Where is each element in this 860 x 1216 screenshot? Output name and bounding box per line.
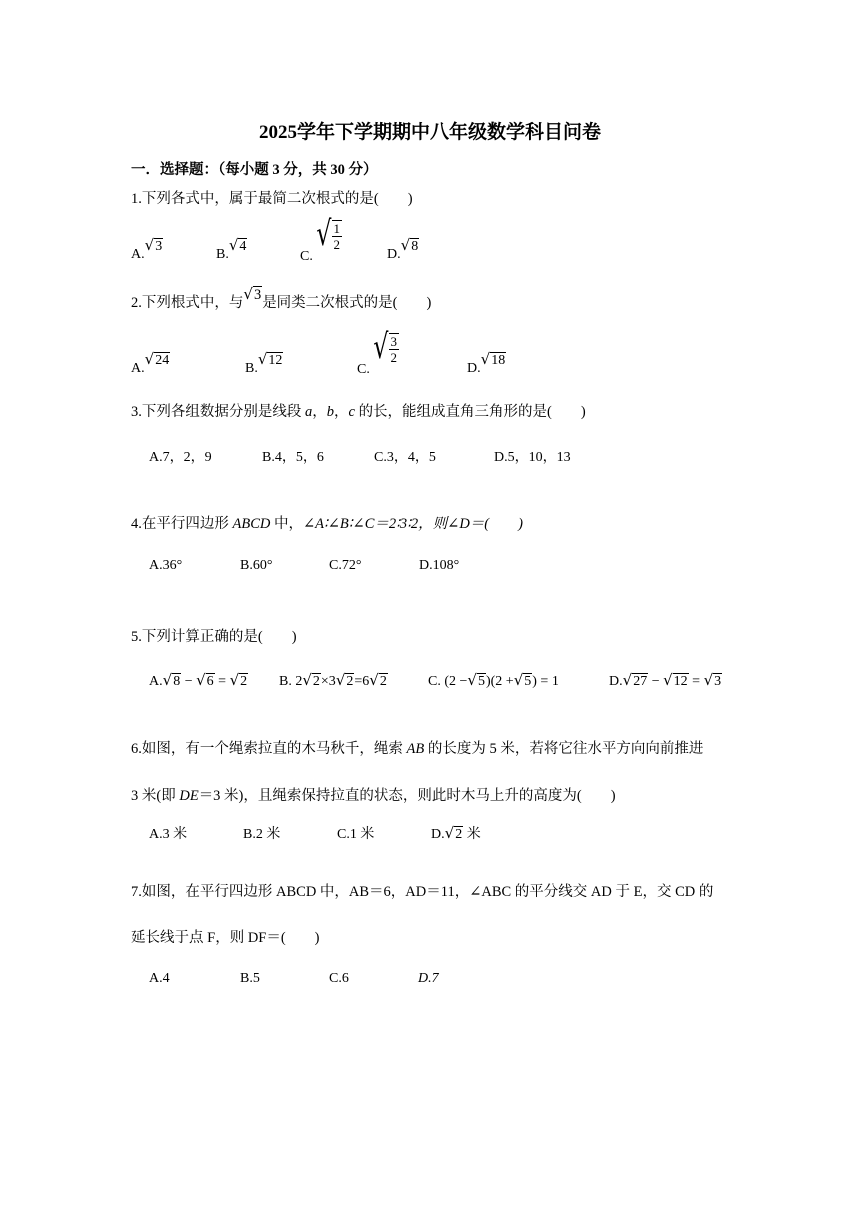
q5-option-b: B. 2√2×3√2=6√2 — [279, 671, 387, 689]
q1-option-b — [216, 236, 247, 263]
q7-line2: 延长线于点 F，则 DF＝( ) — [131, 930, 320, 946]
q3-option-b: B.4，5，6 — [262, 450, 324, 465]
q1-d-radical: √8 — [400, 236, 419, 254]
q2-stem-radical: √3 — [243, 285, 262, 303]
q4-stem: 4.在平行四边形 ABCD 中，∠A∶∠B∶∠C＝2∶3∶2，则∠D＝( ) — [131, 516, 523, 532]
q1-c-label: C. — [300, 248, 313, 264]
q6-line2: 3 米(即 DE＝3 米)，且绳索保持拉直的状态，则此时木马上升的高度为( ) — [131, 788, 616, 804]
q7-option-d: D.7 — [418, 971, 439, 986]
q5-option-d: D.√27 − √12 = √3 — [609, 671, 722, 689]
q2-stem: 2.下列根式中，与√3是同类二次根式的是( ) — [131, 285, 432, 311]
q2-option-d: D.√18 — [467, 350, 506, 376]
q1-b-radical: √4 — [228, 236, 247, 254]
q2-option-b: B.√12 — [245, 350, 283, 376]
q1-c-radical: √ $\frac{1}{2}$ — [316, 214, 341, 254]
q3-option-d: D.5，10，13 — [494, 450, 571, 465]
q1-d-label: D. — [387, 247, 401, 262]
q5-option-a: A.√8 − √6 = √2 — [149, 671, 248, 689]
q6-option-d: D.√2 米 — [431, 824, 481, 842]
q2-a-radical: √24 — [144, 350, 170, 368]
q6-option-b: B.2 米 — [243, 827, 281, 842]
section-heading: 一．选择题：（每小题 3 分，共 30 分） — [131, 162, 378, 178]
q4-option-d: D.108° — [419, 558, 460, 573]
q5-option-c: C. (2 −√5)(2 +√5) = 1 — [428, 671, 559, 689]
q4-option-c: C.72° — [329, 558, 362, 573]
q1-option-d — [387, 236, 419, 263]
q1-stem: 1.下列各式中，属于最简二次根式的是( ) — [131, 191, 413, 207]
q1-option-c — [300, 214, 342, 264]
q2-d-radical: √18 — [480, 350, 506, 368]
q3-option-c: C.3，4，5 — [374, 450, 436, 465]
q6-option-a: A.3 米 — [149, 827, 188, 842]
q3-stem: 3.下列各组数据分别是线段 a，b，c 的长，能组成直角三角形的是( ) — [131, 404, 586, 420]
q4-option-b: B.60° — [240, 558, 273, 573]
q2-b-radical: √12 — [257, 350, 283, 368]
q1-a-radical: √3 — [144, 236, 163, 254]
q7-option-a: A.4 — [149, 971, 170, 986]
q7-option-c: C.6 — [329, 971, 349, 986]
q4-option-a: A.36° — [149, 558, 183, 573]
q2-option-c: C. √ $\frac{3}{2}$ — [357, 327, 398, 377]
q2-c-radical: √ $\frac{3}{2}$ — [373, 327, 398, 367]
page-title: 2025学年下学期期中八年级数学科目问卷 — [258, 122, 601, 143]
q6-line1: 6.如图，有一个绳索拉直的木马秋千，绳索 AB 的长度为 5 米，若将它往水平方向向前推进 — [131, 741, 704, 757]
q1-b-label: B. — [216, 247, 229, 262]
q2-option-a: A.√24 — [131, 350, 170, 376]
q3-option-a: A.7，2，9 — [149, 450, 212, 465]
q7-line1: 7.如图，在平行四边形 ABCD 中，AB＝6，AD＝11，∠ABC 的平分线交 AD 于 E，交 CD 的 — [131, 884, 714, 900]
q6-option-c: C.1 米 — [337, 827, 375, 842]
q5-stem: 5.下列计算正确的是( ) — [131, 629, 297, 645]
q1-a-label: A. — [131, 247, 145, 262]
q1-option-a — [131, 236, 163, 263]
q7-option-b: B.5 — [240, 971, 260, 986]
